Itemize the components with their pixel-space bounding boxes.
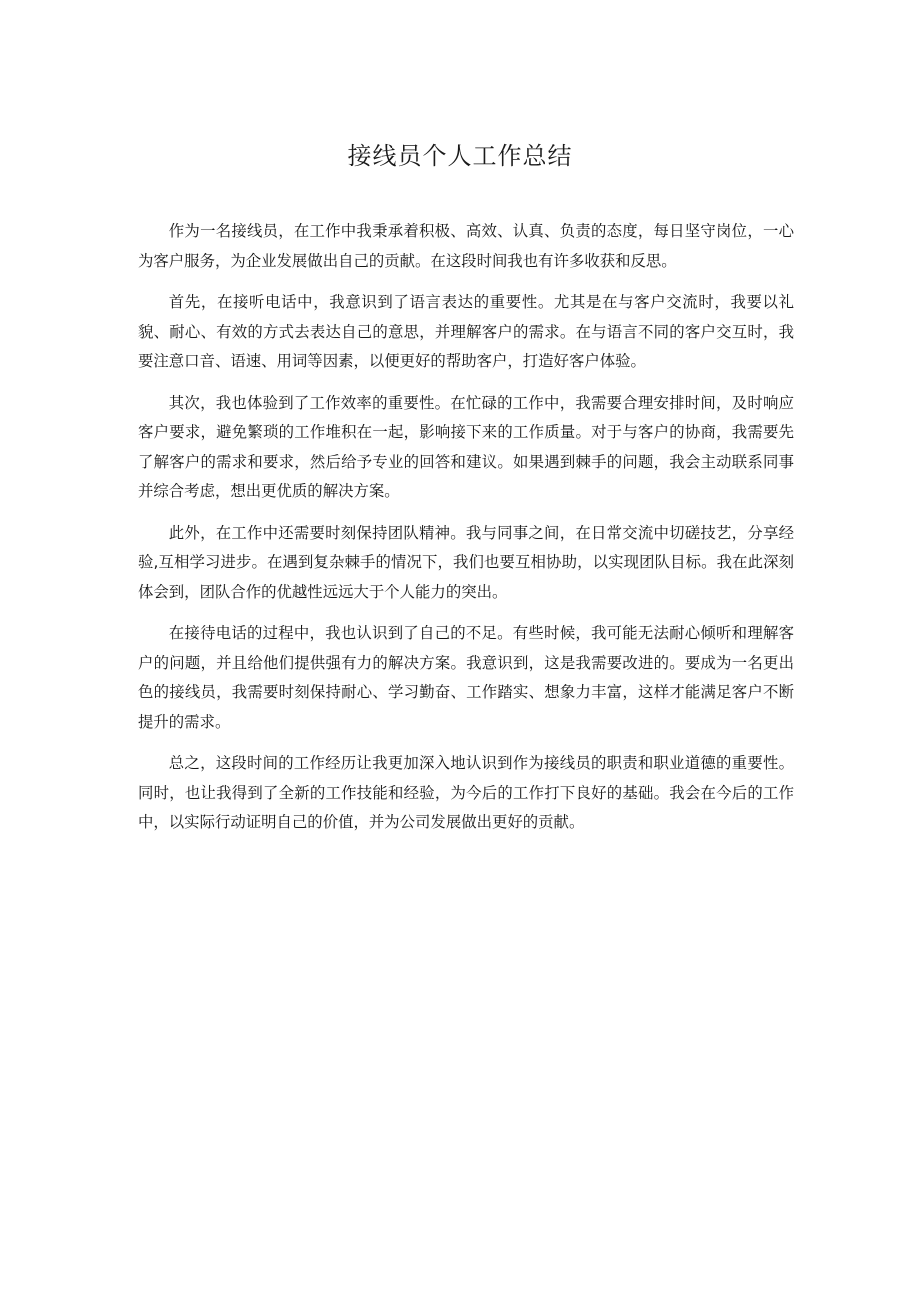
paragraph-team-spirit: 此外，在工作中还需要时刻保持团队精神。我与同事之间，在日常交流中切磋技艺，分享经验,互相学习进步。在遇到复杂棘手的情况下，我们也要互相协助，以实现团队目标。我在此深刻体会到，团队合作的优越性远远大于个人能力的突出。 xyxy=(138,523,794,601)
document-title: 接线员个人工作总结 xyxy=(347,142,573,170)
paragraph-conclusion: 总之，这段时间的工作经历让我更加深入地认识到作为接线员的职责和职业道德的重要性。同时，也让我得到了全新的工作技能和经验，为今后的工作打下良好的基础。我会在今后的工作中，以实际行动证明自己的价值，并为公司发展做出更好的贡献。 xyxy=(138,754,794,831)
document-body xyxy=(138,217,794,850)
paragraph-intro: 作为一名接线员，在工作中我秉承着积极、高效、认真、负责的态度，每日坚守岗位，一心为客户服务，为企业发展做出自己的贡献。在这段时间我也有许多收获和反思。 xyxy=(138,222,794,270)
paragraph-work-efficiency: 其次，我也体验到了工作效率的重要性。在忙碌的工作中，我需要合理安排时间，及时响应客户要求，避免繁琐的工作堆积在一起，影响接下来的工作质量。对于与客户的协商，我需要先了解客户的需求和要求，然后给予专业的回答和建议。如果遇到棘手的问题，我会主动联系同事并综合考虑，想出更优质的解决方案。 xyxy=(138,393,794,500)
paragraph-language-expression: 首先，在接听电话中，我意识到了语言表达的重要性。尤其是在与客户交流时，我要以礼貌、耐心、有效的方式去表达自己的意思，并理解客户的需求。在与语言不同的客户交互时，我要注意口音、语速、用词等因素，以便更好的帮助客户，打造好客户体验。 xyxy=(138,293,794,370)
paragraph-shortcomings: 在接待电话的过程中，我也认识到了自己的不足。有些时候，我可能无法耐心倾听和理解客户的问题，并且给他们提供强有力的解决方案。我意识到，这是我需要改进的。要成为一名更出色的接线员，我需要时刻保持耐心、学习勤奋、工作踏实、想象力丰富，这样才能满足客户不断提升的需求。 xyxy=(138,624,794,731)
